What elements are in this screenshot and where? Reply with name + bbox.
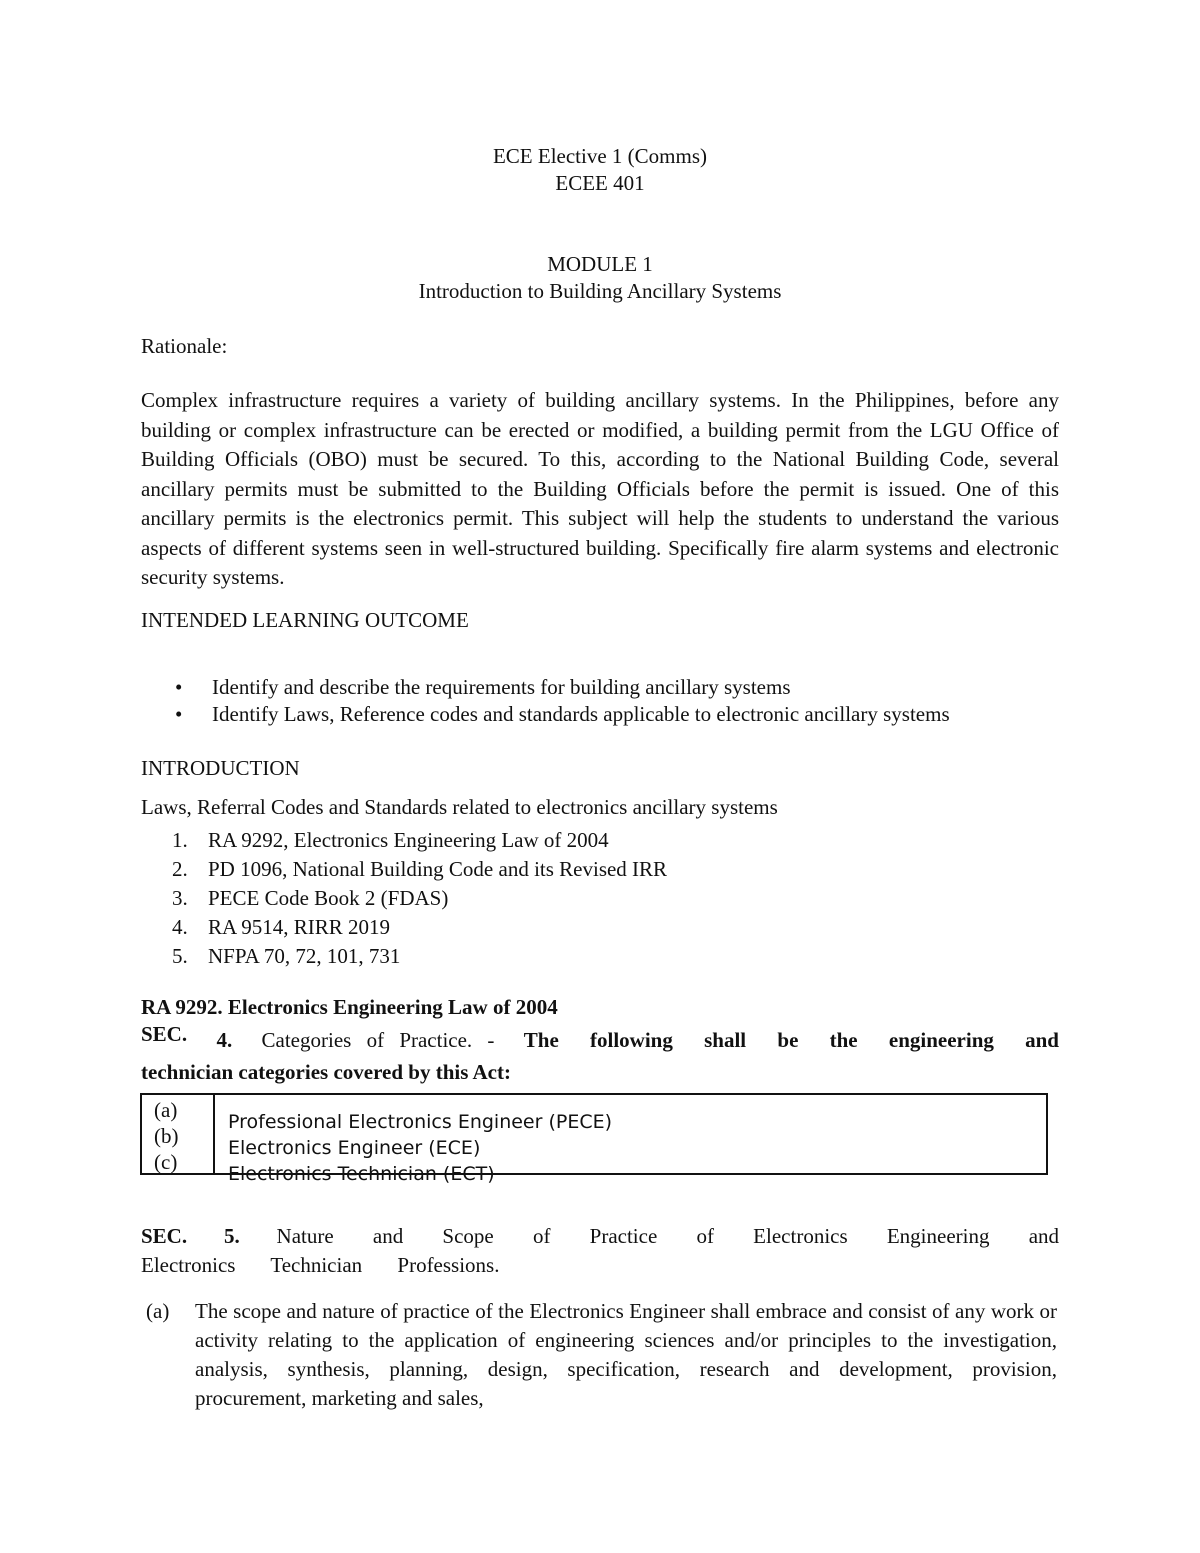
table-divider bbox=[213, 1095, 215, 1175]
rationale-text: Complex infrastructure requires a variety of building ancillary systems. In the Philippines, before any building or complex infrastructure can be erected or modified, a building permit from the LGU Office of Building Officials (OBO) must be secured. To this, according to the National Building Code, several ancillary permits must be submitted to the Building Officials before the permit is issued. One of this ancillary permits is the electronics permit. This subject will help the students to understand the various aspects of different systems seen in well-structured building. Specifically fire alarm systems and electronic security systems. bbox=[141, 388, 1059, 589]
sec5-title: Nature and Scope of Practice of Electronics Engineering and Electronics Technician Professions. bbox=[141, 1224, 1060, 1277]
sec5-label: SEC. bbox=[141, 1224, 188, 1248]
sec5-paragraph bbox=[141, 1222, 1059, 1280]
category-letters: (a) (b) (c) bbox=[154, 1098, 179, 1174]
list-item: • Identify and describe the requirements for building ancillary systems bbox=[175, 675, 791, 699]
module-label: MODULE 1 bbox=[547, 252, 653, 276]
ilo-heading: INTENDED LEARNING OUTCOME bbox=[141, 608, 469, 632]
course-code: ECEE 401 bbox=[555, 171, 645, 195]
list-item: 3. PECE Code Book 2 (FDAS) bbox=[172, 886, 449, 910]
module-title: Introduction to Building Ancillary Systems bbox=[418, 279, 782, 303]
sec4-text-line2: technician categories covered by this Act: bbox=[141, 1060, 511, 1084]
category-names bbox=[228, 1109, 612, 1187]
list-item: 1. RA 9292, Electronics Engineering Law of 2004 bbox=[172, 828, 609, 852]
categories-table bbox=[140, 1093, 1048, 1185]
ra9292-heading: RA 9292. Electronics Engineering Law of 2004 bbox=[141, 995, 558, 1019]
bullet-icon: • bbox=[175, 702, 183, 726]
scope-a-label: (a) bbox=[146, 1299, 170, 1323]
table-row: Professional Electronics Engineer (PECE) bbox=[228, 1111, 613, 1133]
scope-a-paragraph bbox=[146, 1297, 1057, 1413]
ilo-list bbox=[141, 674, 1071, 728]
references-list bbox=[141, 826, 1041, 971]
sec5-number: 5. bbox=[223, 1224, 240, 1248]
scope-a-text: The scope and nature of practice of the Electronics Engineer shall embrace and consist of any work or activity relating to the application of engineering sciences and/or principles to the investigation, analysis, synthesis, planning, design, specification, research and development, provision, procurement, marketing and sales, bbox=[195, 1299, 1057, 1410]
bullet-icon: • bbox=[175, 675, 183, 699]
list-item: 2. PD 1096, National Building Code and its Revised IRR bbox=[172, 857, 668, 881]
rationale-heading: Rationale: bbox=[141, 334, 228, 358]
sec4-number: 4. bbox=[216, 1028, 233, 1052]
list-item: • Identify Laws, Reference codes and standards applicable to electronic ancillary systems bbox=[175, 702, 950, 726]
list-item: 4. RA 9514, RIRR 2019 bbox=[172, 915, 391, 939]
sec4-text-line1: The following shall be the engineering and bbox=[523, 1028, 1059, 1052]
sec4-line bbox=[141, 1022, 1059, 1055]
sec4-title: Categories of Practice. - bbox=[261, 1028, 495, 1052]
table-row: Electronics Engineer (ECE) bbox=[228, 1137, 481, 1159]
table-row: Electronics Technician (ECT) bbox=[228, 1163, 495, 1185]
introduction-heading: INTRODUCTION bbox=[141, 756, 300, 780]
sec4-label: SEC. bbox=[141, 1022, 188, 1046]
course-title: ECE Elective 1 (Comms) bbox=[492, 144, 708, 168]
list-item: 5. NFPA 70, 72, 101, 731 bbox=[172, 944, 401, 968]
introduction-lead: Laws, Referral Codes and Standards related to electronics ancillary systems bbox=[141, 795, 778, 819]
